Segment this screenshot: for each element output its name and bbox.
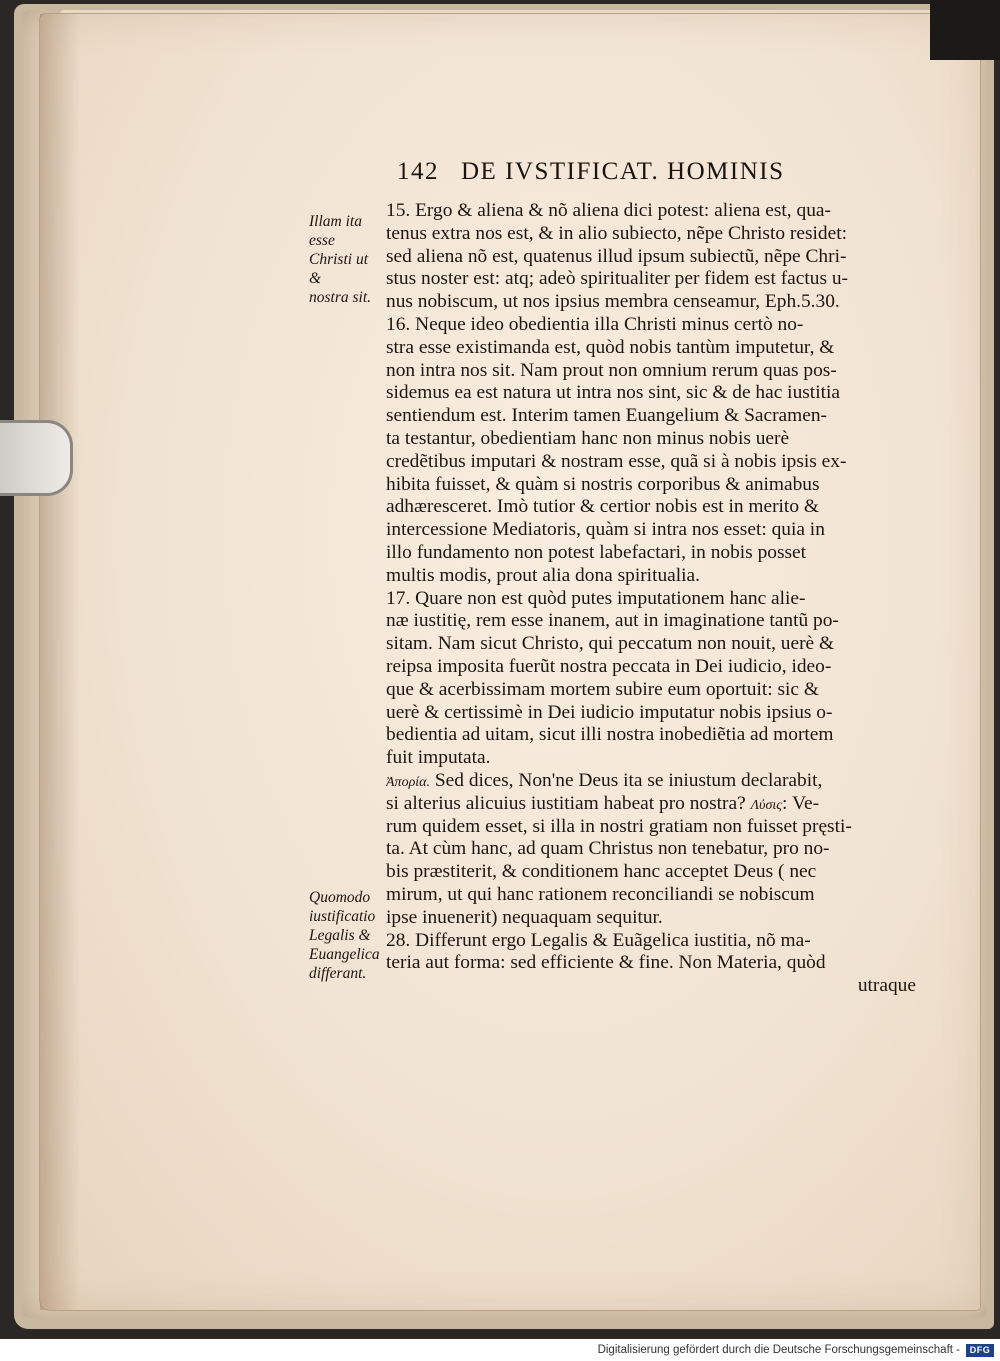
text-line: sed aliena nõ est, quatenus illud ipsum subiectũ, nẽpe Chri- [386,245,847,267]
page-number: 142 [397,158,439,185]
margin-note-line: Legalis & [309,927,371,944]
text-line: bis præstiterit, & conditionem hanc acceptet Deus ( nec [386,861,817,883]
objection-line [386,793,916,816]
text-line: sidemus ea est natura ut intra nos sint, sic & de hac iustitia [386,382,840,404]
objection-label: Ἀπορία. [386,774,431,790]
main-text-block [386,200,916,998]
text-line: illo fundamento non potest labefactari, in nobis posset [386,541,807,563]
text-line: tenus extra nos est, & in alio subiecto, nẽpe Christo residet: [386,222,847,244]
margin-note-line: nostra sit. [309,289,372,306]
margin-note-line: Christi ut & [309,251,369,287]
text-line: 15. Ergo & aliena & nõ aliena dici potest: aliena est, qua- [386,200,831,221]
text-line: ipse inuenerit) nequaquam sequitur. [386,906,663,928]
text-line: ta testantur, obedientiam hanc non minus nobis uerè [386,427,790,449]
margin-note-line: Quomodo [309,889,371,906]
text-line: credẽtibus imputari & nostram esse, quã si à nobis ipsis ex- [386,450,847,472]
margin-note-line: iustificatio [309,908,376,925]
page-header [397,158,877,194]
solution-label: Λύσις [750,797,782,813]
objection-text-1: Sed dices, Non'ne Deus ita se iniustum declarabit, [434,769,823,791]
text-line: hibita fuisset, & quàm si nostris corporibus & animabus [386,473,820,495]
catchword: utraque [857,975,916,997]
objection-line [386,770,916,793]
page-clip [0,420,73,496]
text-line: non intra nos sit. Nam prout non omnium rerum quas pos- [386,359,837,381]
text-line: rum quidem esset, si illa in nostri gratiam non fuisset pręsti- [386,815,852,837]
text-line: stra esse existimanda est, quòd nobis tantùm imputetur, & [386,336,835,358]
footer-bar [0,1339,1000,1361]
text-line: sentiendum est. Interim tamen Euangelium & Sacramen- [386,405,828,427]
text-line: ta. At cùm hanc, ad quam Christus non tenebatur, pro no- [386,838,830,860]
footer-credit: Digitalisierung gefördert durch die Deutsche Forschungsgemeinschaft - [597,1344,960,1356]
text-line: reipsa imposita fuerũt nostra peccata in Dei iudicio, ideo- [386,655,832,677]
text-line: intercessione Mediatoris, quàm si intra nos esset: quia in [386,519,825,541]
text-line: bedientia ad uitam, sicut illi nostra inobediẽtia ad mortem [386,724,834,746]
text-line: teria aut forma: sed efficiente & fine. Non Materia, quòd [386,952,826,974]
text-line: sitam. Nam sicut Christo, qui peccatum non nouit, uerè & [386,633,835,655]
margin-note-1 [309,212,381,307]
running-title: DE IVSTIFICAT. HOMINIS [461,158,785,185]
text-line: que & acerbissimam mortem subire eum oportuit: sic & [386,678,819,700]
text-line: 17. Quare non est quòd putes imputationem hanc alie- [386,587,806,609]
text-line: stus noster est: atq; adeò spiritualiter per fidem est factus u- [386,268,849,290]
text-line: 16. Neque ideo obedientia illa Christi minus certò no- [386,313,804,335]
text-line: næ iustitię, rem esse inanem, aut in imaginatione tantũ po- [386,610,839,632]
text-line: multis modis, prout alia dona spiritualia. [386,564,700,586]
dfg-logo: DFG [966,1344,994,1357]
margin-note-2 [309,888,393,983]
margin-note-line: Euangelica [309,946,380,963]
text-line: 28. Differunt ergo Legalis & Euãgelica iustitia, nõ ma- [386,929,811,951]
text-line: nus nobiscum, ut nos ipsius membra censeamur, Eph.5.30. [386,291,840,313]
margin-note-line: Illam ita esse [309,213,362,249]
objection-text-2b: : Ve- [781,792,820,814]
background-corner [930,0,1000,60]
margin-note-line: differant. [309,965,367,982]
binding-shadow [40,14,80,1310]
text-line: uerè & certissimè in Dei iudicio imputatur nobis ipsius o- [386,701,833,723]
text-line: adhæresceret. Imò tutior & certior nobis est in merito & [386,496,819,518]
objection-text-2a: si alterius alicuius iustitiam habeat pro nostra? [386,792,746,814]
text-line: fuit imputata. [386,747,491,769]
text-line: mirum, ut qui hanc rationem reconciliandi se nobiscum [386,883,815,905]
